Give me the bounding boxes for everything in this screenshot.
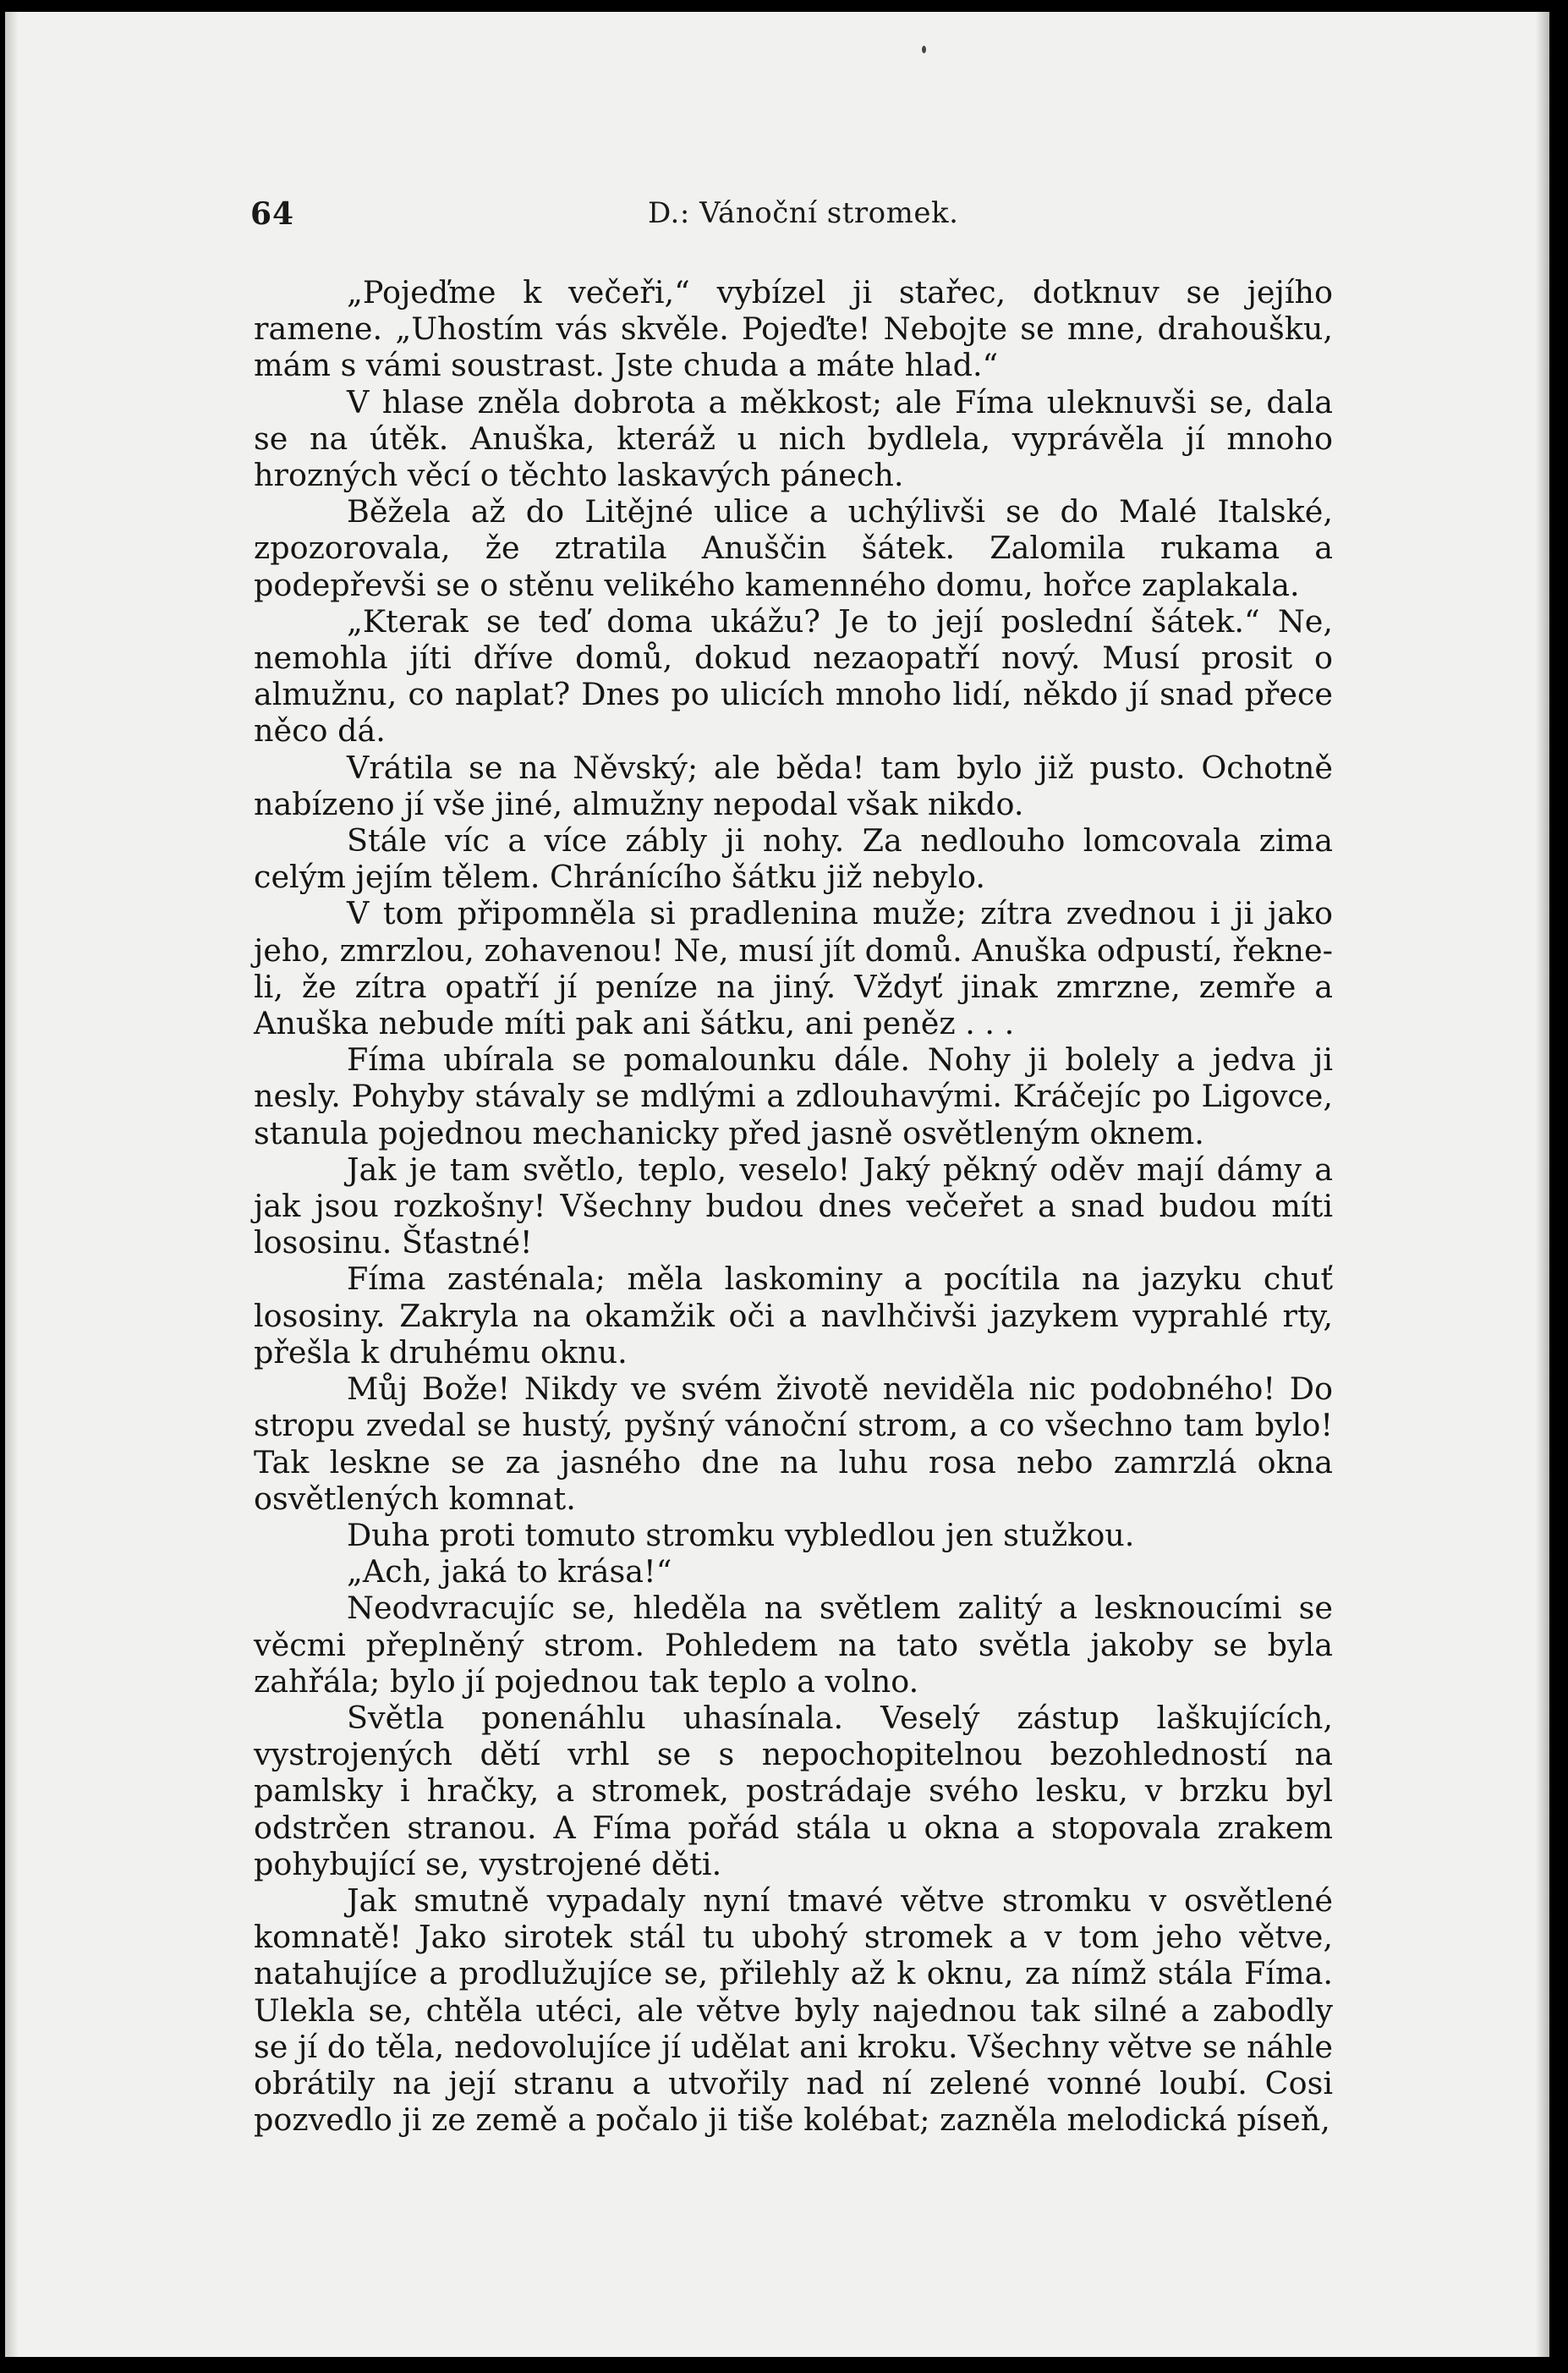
paragraph: Běžela až do Litějné ulice a uchýlivši se do Malé Italské, zpozorovala, že ztratila Anuščin šátek. Zalomila rukama a podepřevši se o stěnu velikého kamenného domu, hořce zaplakala. bbox=[254, 493, 1333, 603]
paragraph: „Ach, jaká to krása!“ bbox=[347, 1553, 672, 1590]
paragraph: Fíma ubírala se pomalounku dále. Nohy ji bolely a jedva ji nesly. Pohyby stávaly se mdlými a zdlouhavými. Kráčejíc po Ligovce, stanula pojednou mechanicky před jasně osvětleným oknem. bbox=[254, 1041, 1333, 1151]
page-header bbox=[250, 196, 1333, 244]
page-number: 64 bbox=[250, 196, 295, 232]
running-title: D.: Vánoční stromek. bbox=[648, 196, 959, 230]
paragraph: V tom připomněla si pradlenina muže; zítra zvednou i ji jako jeho, zmrzlou, zohavenou! Ne, musí jít domů. Anuška odpustí, řekne-li, že zítra opatří jí peníze na jiný. Vždyť jinak zmrzne, zemře a Anuška nebude míti pak ani šátku, ani peněz . . . bbox=[254, 895, 1333, 1042]
paragraph: Duha proti tomuto stromku vybledlou jen stužkou. bbox=[347, 1516, 1135, 1553]
paragraph: Neodvracujíc se, hleděla na světlem zalitý a lesknoucími se věcmi přeplněný strom. Pohledem na tato světla jakoby se byla zahřála; bylo jí pojednou tak teplo a volno. bbox=[254, 1590, 1333, 1700]
paragraph: Můj Bože! Nikdy ve svém životě neviděla nic podobného! Do stropu zvedal se hustý, pyšný vánoční strom, a co všechno tam bylo! Tak leskne se za jasného dne na luhu rosa nebo zamrzlá okna osvětlených komnat. bbox=[254, 1371, 1333, 1517]
body-text bbox=[254, 274, 1333, 2138]
paragraph: V hlase zněla dobrota a měkkost; ale Fíma uleknuvši se, dala se na útěk. Anuška, kteráž u nich bydlela, vyprávěla jí mnoho hrozných věcí o těchto laskavých pánech. bbox=[254, 383, 1333, 494]
ink-speck bbox=[922, 46, 926, 53]
scanned-page bbox=[5, 12, 1549, 2357]
paragraph: Stále víc a více zábly ji nohy. Za nedlouho lomcovala zima celým jejím tělem. Chránícího šátku již nebylo. bbox=[254, 822, 1333, 896]
paragraph: „Kterak se teď doma ukážu? Je to její poslední šátek.“ Ne, nemohla jíti dříve domů, dokud nezaopatří nový. Musí prosit o almužnu, co naplat? Dnes po ulicích mnoho lidí, někdo jí snad přece něco dá. bbox=[254, 602, 1333, 750]
paragraph: Jak je tam světlo, teplo, veselo! Jaký pěkný oděv mají dámy a jak jsou rozkošny! Všechny budou dnes večeřet a snad budou míti lososinu. Šťastné! bbox=[254, 1151, 1333, 1261]
paragraph: Fíma zasténala; měla laskominy a pocítila na jazyku chuť lososiny. Zakryla na okamžik oči a navlhčivši jazykem vyprahlé rty, přešla k druhému oknu. bbox=[254, 1261, 1333, 1371]
paragraph: Světla ponenáhlu uhasínala. Veselý zástup laškujících, vystrojených dětí vrhl se s nepochopitelnou bezohledností na pamlsky i hračky, a stromek, postrádaje svého lesku, v brzku byl odstrčen stranou. A Fíma pořád stála u okna a stopovala zrakem pohybující se, vystrojené děti. bbox=[254, 1699, 1333, 1882]
page-edge-shadow bbox=[1536, 12, 1549, 2357]
paragraph: Jak smutně vypadaly nyní tmavé větve stromku v osvětlené komnatě! Jako sirotek stál tu ubohý stromek a v tom jeho větve, natahujíce a prodlužujíce se, přilehly až k oknu, za nímž stála Fíma. Ulekla se, chtěla utéci, ale větve byly najednou tak silné a zabodly se jí do těla, nedovolujíce jí udělat ani kroku. Všechny větve se náhle obrátily na její stranu a utvořily nad ní zelené vonné loubí. Cosi pozvedlo ji ze země a počalo ji tiše kolébat; zazněla melodická píseň, bbox=[254, 1881, 1333, 2139]
paragraph: Vrátila se na Něvský; ale běda! tam bylo již pusto. Ochotně nabízeno jí vše jiné, almužny nepodal však nikdo. bbox=[254, 749, 1333, 822]
paragraph: „Pojeďme k večeři,“ vybízel ji stařec, dotknuv se jejího ramene. „Uhostím vás skvěle. Pojeďte! Nebojte se mne, drahoušku, mám s vámi soustrast. Jste chuda a máte hlad.“ bbox=[254, 274, 1333, 384]
